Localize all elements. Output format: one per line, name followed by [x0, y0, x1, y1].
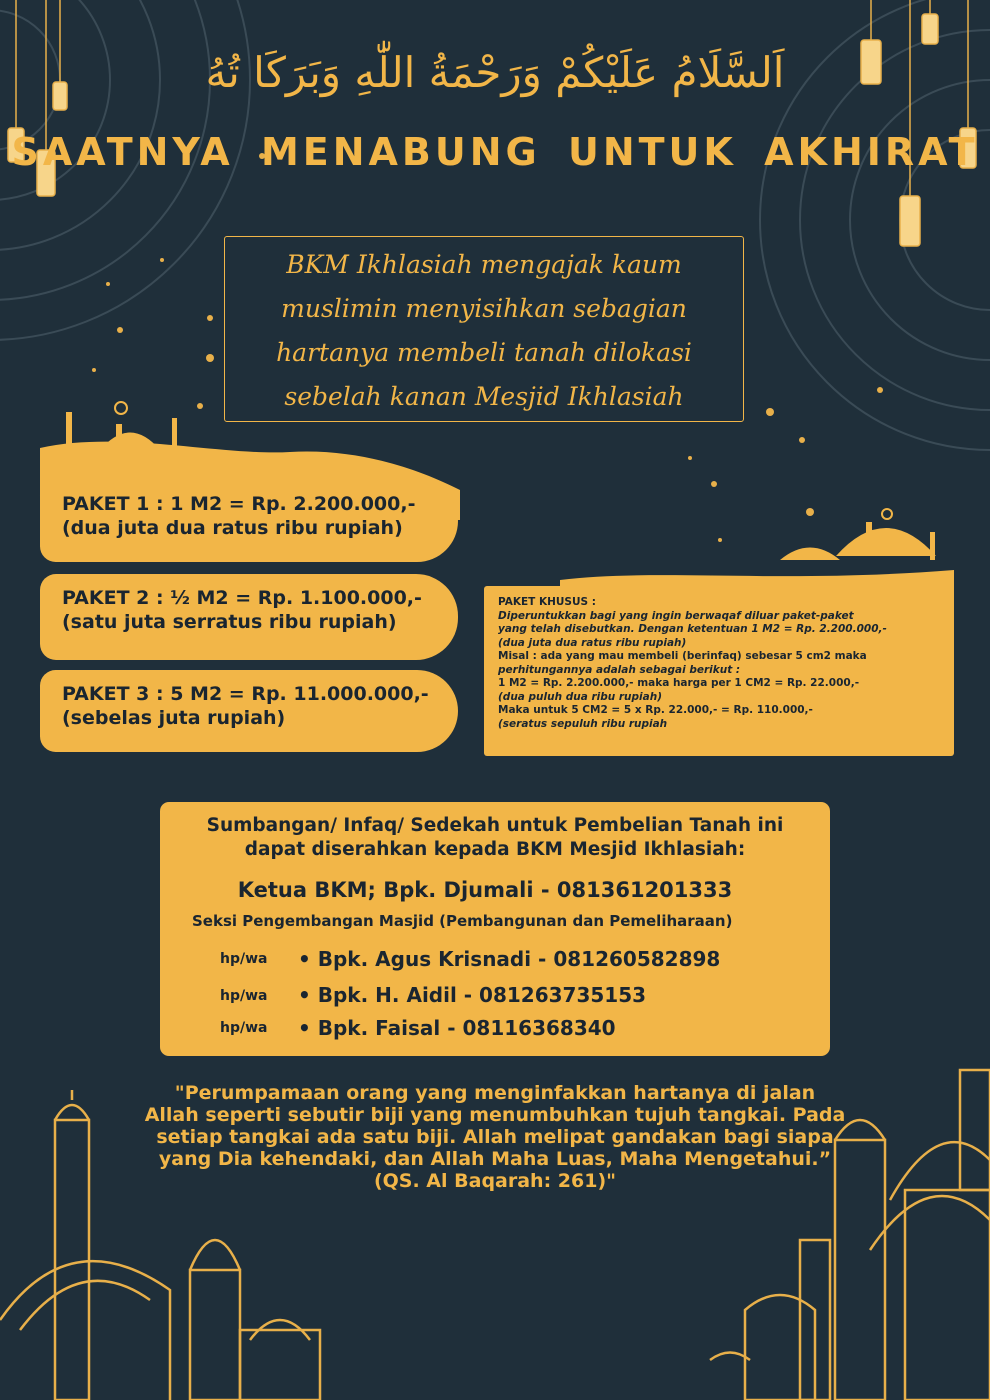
special-package-line: Maka untuk 5 CM2 = 5 x Rp. 22.000,- = Rp. 110.000,-: [498, 704, 813, 716]
special-package-line: 1 M2 = Rp. 2.200.000,- maka harga per 1 CM2 = Rp. 22.000,-: [498, 677, 860, 689]
arabic-greeting: اَلسَّلَامُ عَلَيْكُمْ وَرَحْمَةُ اللّٰهِ وَبَرَكَا تُهُ: [205, 48, 785, 97]
contact-section-title: Seksi Pengembangan Masjid (Pembangunan dan Pemeliharaan): [192, 912, 733, 930]
quote-line: setiap tangkai ada satu biji. Allah melipat gandakan bagi siapa: [156, 1126, 834, 1148]
quote-line: yang Dia kehendaki, dan Allah Maha Luas, Maha Mengetahui.”: [158, 1148, 832, 1170]
hp-wa-label: hp/wa: [220, 951, 268, 967]
contact-person: • Bpk. Agus Krisnadi - 081260582898: [298, 947, 721, 971]
hp-wa-label: hp/wa: [220, 1020, 268, 1036]
quran-quote: [60, 1082, 930, 1192]
intro-line: sebelah kanan Mesjid Ikhlasiah: [284, 382, 684, 411]
special-package-line: yang telah disebutkan. Dengan ketentuan 1 M2 = Rp. 2.200.000,-: [498, 623, 887, 635]
special-package-line: perhitungannya adalah sebagai berikut :: [498, 663, 741, 676]
special-package-line: Diperuntukkan bagi yang ingin berwaqaf diluar paket-paket: [498, 609, 854, 622]
package-1-words: (dua juta dua ratus ribu rupiah): [62, 517, 403, 539]
contact-person: • Bpk. Faisal - 08116368340: [298, 1016, 616, 1040]
package-3-words: (sebelas juta rupiah): [62, 707, 286, 729]
special-package-line: Misal : ada yang mau membeli (berinfaq) sebesar 5 cm2 maka: [498, 650, 867, 662]
package-2-price: PAKET 2 : ½ M2 = Rp. 1.100.000,-: [62, 587, 422, 609]
special-package-line: (dua puluh dua ribu rupiah): [498, 690, 663, 703]
contact-intro-line: Sumbangan/ Infaq/ Sedekah untuk Pembelian Tanah ini: [206, 815, 784, 836]
hp-wa-label: hp/wa: [220, 988, 268, 1004]
contact-person: • Bpk. H. Aidil - 081263735153: [298, 983, 647, 1007]
special-package-line: (seratus sepuluh ribu rupiah: [498, 717, 668, 730]
special-package-box: [484, 586, 954, 756]
package-1-card: [40, 480, 458, 562]
package-3-card: [40, 670, 458, 752]
package-1-price: PAKET 1 : 1 M2 = Rp. 2.200.000,-: [62, 493, 416, 515]
package-3-price: PAKET 3 : 5 M2 = Rp. 11.000.000,-: [62, 683, 429, 705]
quote-line: Allah seperti sebutir biji yang menumbuhkan tujuh tangkai. Pada: [144, 1104, 846, 1126]
intro-box: [224, 236, 744, 422]
page-title: SAATNYA MENABUNG UNTUK AKHIRAT: [11, 130, 979, 174]
intro-line: hartanya membeli tanah dilokasi: [276, 338, 692, 367]
quote-line: "Perumpamaan orang yang menginfakkan hartanya di jalan: [174, 1082, 816, 1104]
quote-line: (QS. Al Baqarah: 261)": [373, 1170, 617, 1192]
package-2-card: [40, 574, 458, 660]
package-2-words: (satu juta serratus ribu rupiah): [62, 611, 397, 633]
contact-box: [160, 802, 830, 1056]
lantern-icon: [8, 0, 976, 246]
contact-intro: [160, 814, 830, 862]
contact-chairman: Ketua BKM; Bpk. Djumali - 081361201333: [237, 878, 733, 902]
contact-intro-line: dapat diserahkan kepada BKM Mesjid Ikhlasiah:: [244, 839, 746, 860]
special-package-line: (dua juta dua ratus ribu rupiah): [498, 636, 687, 649]
intro-line: BKM Ikhlasiah mengajak kaum: [286, 250, 682, 279]
intro-line: muslimin menyisihkan sebagian: [281, 294, 687, 323]
special-package-title: PAKET KHUSUS :: [498, 596, 596, 608]
